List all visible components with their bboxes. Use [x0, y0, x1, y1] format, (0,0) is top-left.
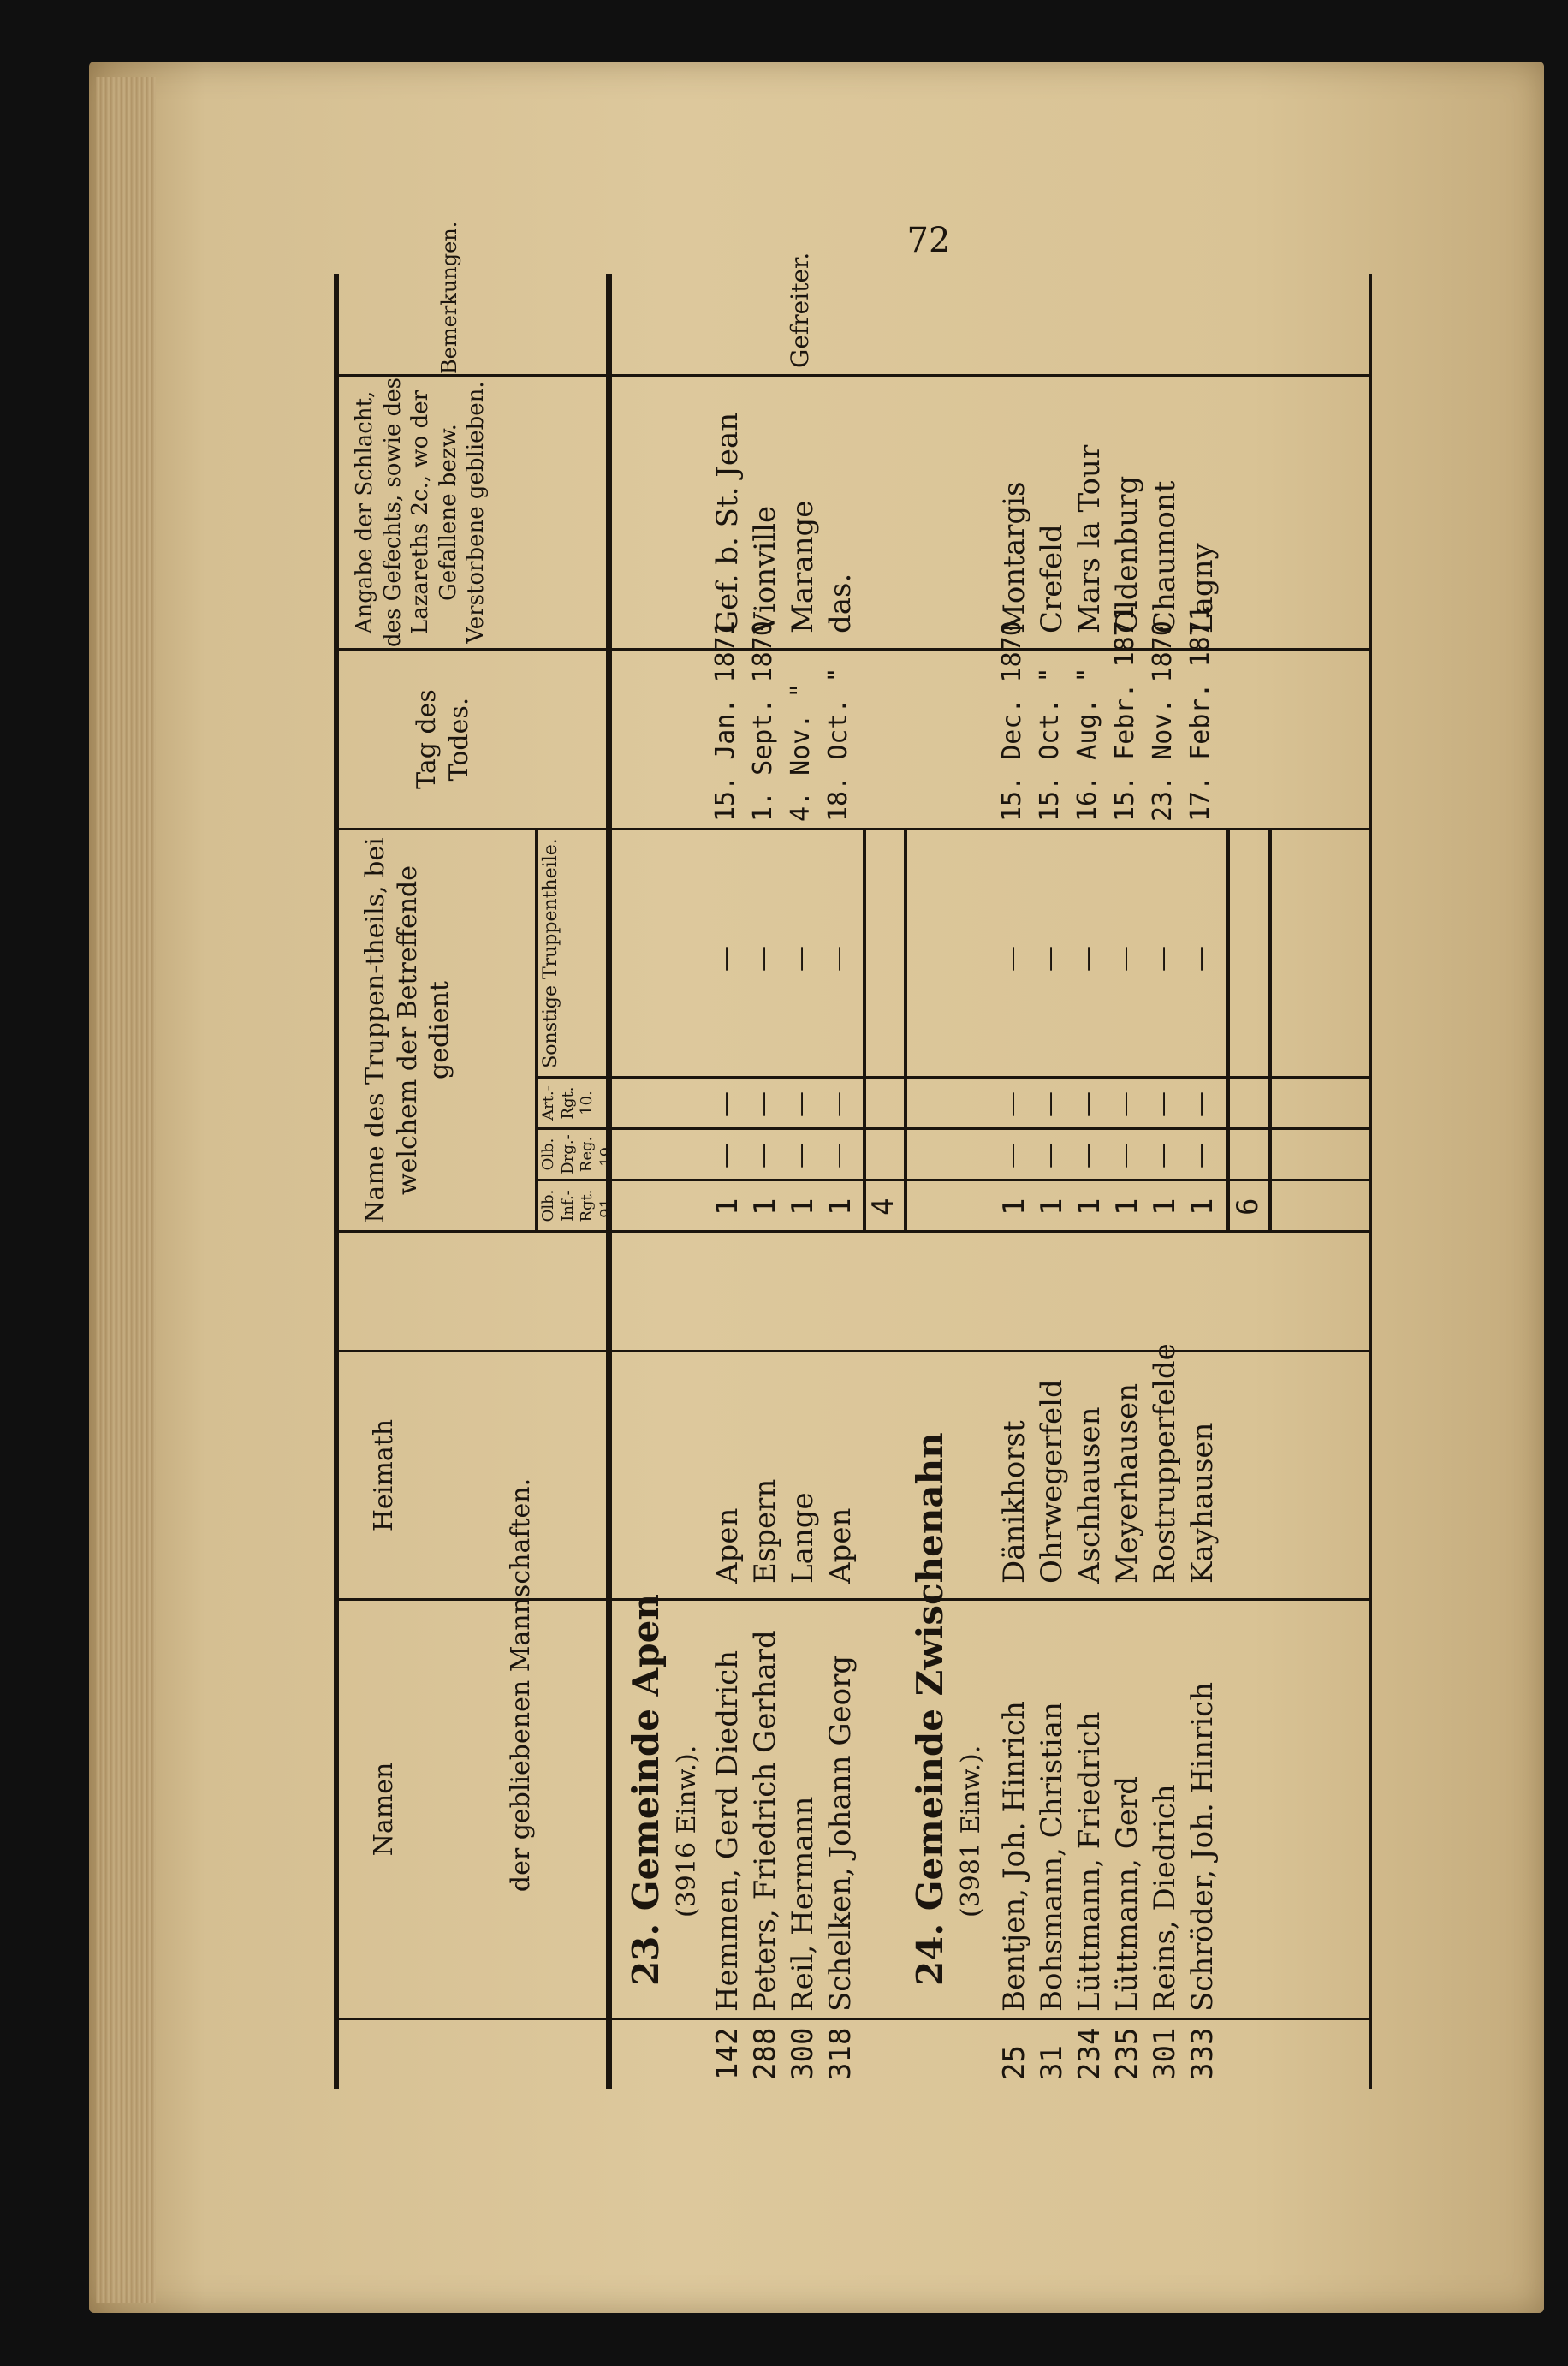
truppen-subrule	[535, 830, 538, 1233]
table-top-rule	[334, 274, 339, 2089]
section-total: 6	[1231, 1198, 1265, 1216]
section-total: 4	[866, 1198, 900, 1216]
section-title: 23. Gemeinde Apen	[625, 1594, 667, 1986]
page-edge	[96, 77, 156, 2303]
table-bottom-rule	[1369, 274, 1372, 2089]
header-inf: Olb. Inf.-Rgt. 91.	[539, 1189, 615, 1222]
page-number: 72	[906, 221, 951, 260]
section-title: 24. Gemeinde Zwischenahn	[909, 1432, 951, 1986]
header-drg: Olb. Drg.-Reg. 19.	[539, 1134, 615, 1174]
header-art: Art.-Rgt. 10.	[539, 1085, 596, 1121]
header-sonst: Sonstige Truppentheile.	[540, 838, 561, 1068]
section-population: (3916 Einw.).	[672, 1745, 702, 1917]
header-namen: Namen	[369, 1762, 399, 1857]
header-tag: Tag des Todes.	[412, 689, 474, 789]
casualty-table: Namen Heimath der gebliebenen Mannschaften. Name des Truppen-theils, bei welchem der Betreffende gedient Olb. Inf.-Rgt. 91. Olb. Drg.-Reg. 19. Art.-Rgt. 10. Sonstige Truppentheile. Tag des Todes. Angabe der Schlacht, des Gefechts, sowie des Lazareths 2c., wo der Gefallene bezw. Verstorbene geblieben. Bemerkungen. 23. Gemeinde Apen (3916 Einw.). 142 Hemmen, Gerd Diedrich Apen 1 — — — 15. Jan. 1871 Gef. b. St. Jean 288 Peters, Friedrich Gerhard Espern 1 — — — 1. Sept. 1870 Vionville 300 Reil, Hermann Lange 1 — — — 4. Nov. " Marange Gefreiter. 318 Schelken, Johann Georg Apen 1 — — — 18. Oct. " das. 4 24. Gemeinde Zwischenahn (3981 Einw.). 25 Bentjen, Joh. Hinrich Dänikhorst 1 — — — 15. Dec. 1870 Montargis 31 Bohsmann, Christian Ohrwegerfeld 1 — — — 15. Oct. " Crefeld 234 Lüttmann, Friedrich Aschhausen 1 — — — 16. Aug. " Mars la Tour 235 Lüttmann, Gerd Meyerhausen 1 — — — 15. Febr. 1871 Oldenburg 301 Reins, Diedrich Rostrupperfelde 1 — — — 23. Nov. 1870 Chaumont 333 Schröder, Joh. Hinrich Kayhausen 1 — — — 17. Febr. 1871 Lagny 6	[334, 274, 1378, 2089]
header-bemerkungen: Bemerkungen.	[437, 221, 461, 374]
header-heimath: Heimath	[369, 1418, 399, 1532]
section-population: (3981 Einw.).	[956, 1745, 986, 1917]
header-angabe: Angabe der Schlacht, des Gefechts, sowie des Lazareths 2c., wo der Gefallene bezw. Verstorbene geblieben.	[352, 377, 489, 648]
header-truppen: Name des Truppen-theils, bei welchem der Betreffende gedient	[360, 837, 454, 1223]
header-sub-left: der gebliebenen Mannschaften.	[506, 1477, 536, 1893]
